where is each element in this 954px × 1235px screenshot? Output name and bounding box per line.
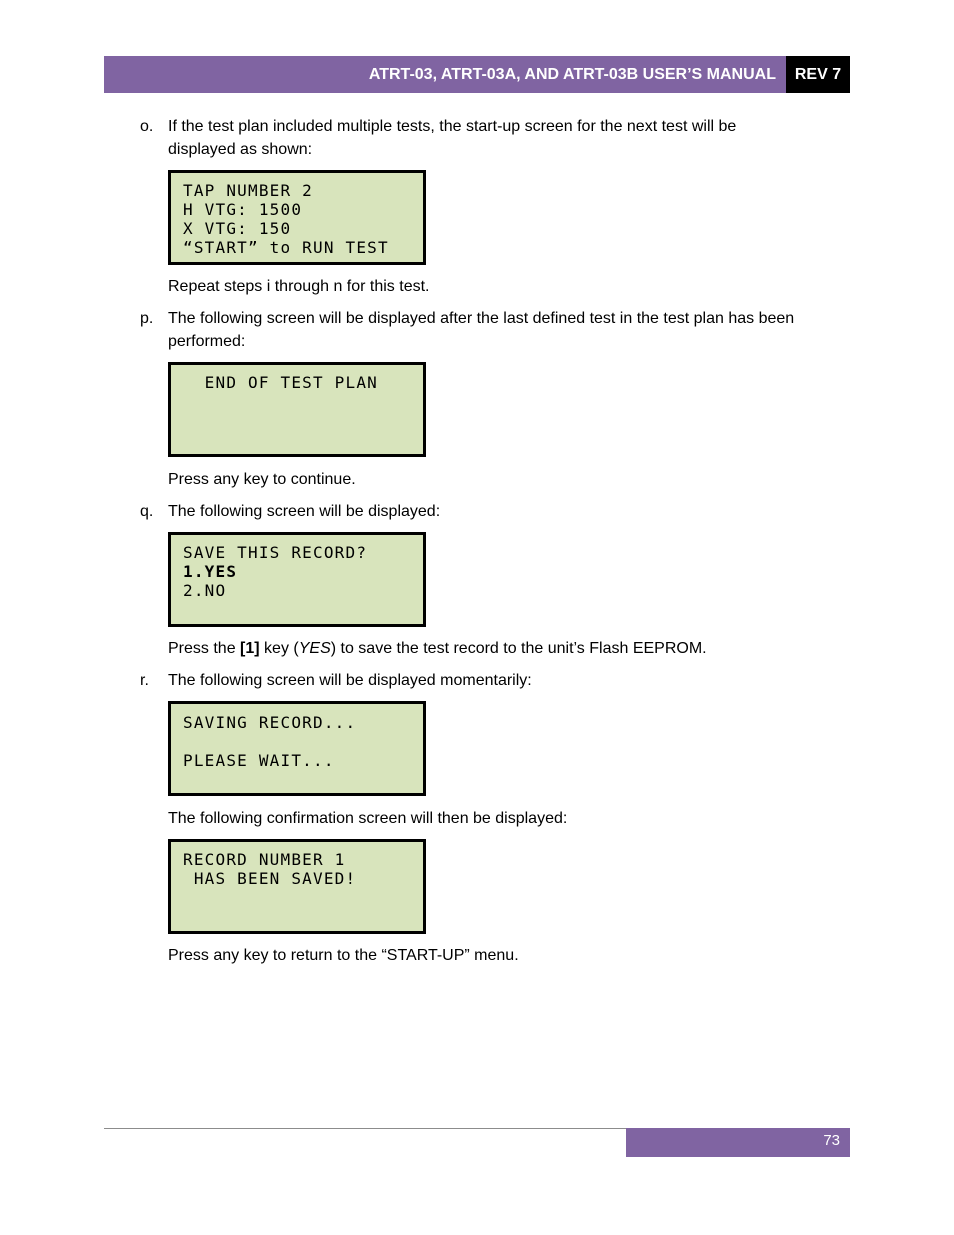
note-text: ) to save the test record to the unit’s Flash EEPROM. (330, 640, 707, 657)
lcd-line: X VTG: 150 (183, 219, 292, 238)
lcd-line: TAP NUMBER 2 (183, 181, 313, 200)
lcd-screen-tap-number (168, 170, 426, 265)
note-text: key ( (259, 640, 299, 657)
lcd-line: “START” to RUN TEST (183, 238, 389, 257)
lcd-line-selected: 1.YES (183, 562, 238, 581)
step-r-final-note: Press any key to return to the “START-UP” menu. (168, 947, 519, 964)
header-bar (104, 56, 786, 93)
revision-badge: REV 7 (786, 56, 850, 93)
note-text: Press the (168, 640, 241, 657)
lcd-line: END OF TEST PLAN (183, 373, 378, 392)
step-marker: q. (140, 503, 154, 520)
lcd-line: PLEASE WAIT... (183, 751, 335, 770)
step-text: The following screen will be displayed: (168, 503, 441, 520)
step-marker: r. (140, 672, 149, 689)
lcd-screen-saving-record (168, 701, 426, 796)
step-text: If the test plan included multiple tests, the start-up screen for the next test will be displayed as shown: (168, 118, 737, 158)
page-number: 73 (823, 1132, 840, 1149)
lcd-line: 2.NO (183, 581, 227, 600)
key-label: [1] (240, 640, 260, 657)
footer-rule (104, 1128, 626, 1129)
option-label: YES (298, 640, 331, 657)
lcd-line: SAVE THIS RECORD? (183, 543, 368, 562)
step-q-note (168, 637, 707, 660)
footer-bar (626, 1128, 850, 1157)
step-r-note: The following confirmation screen will then be displayed: (168, 810, 568, 827)
step-p-note: Press any key to continue. (168, 471, 356, 488)
lcd-line: RECORD NUMBER 1 (183, 850, 346, 869)
step-marker: o. (140, 118, 154, 135)
lcd-screen-end-of-test-plan (168, 362, 426, 457)
lcd-screen-save-record (168, 532, 426, 627)
lcd-screen-record-saved (168, 839, 426, 934)
step-o-note: Repeat steps i through n for this test. (168, 278, 430, 295)
lcd-line: HAS BEEN SAVED! (183, 869, 357, 888)
step-text: The following screen will be displayed after the last defined test in the test plan has been performed: (168, 310, 795, 350)
lcd-line: H VTG: 1500 (183, 200, 303, 219)
step-text: The following screen will be displayed momentarily: (168, 672, 532, 689)
lcd-line: SAVING RECORD... (183, 713, 357, 732)
step-marker: p. (140, 310, 154, 327)
manual-title: ATRT-03, ATRT-03A, AND ATRT-03B USER’S MANUAL (368, 66, 776, 83)
